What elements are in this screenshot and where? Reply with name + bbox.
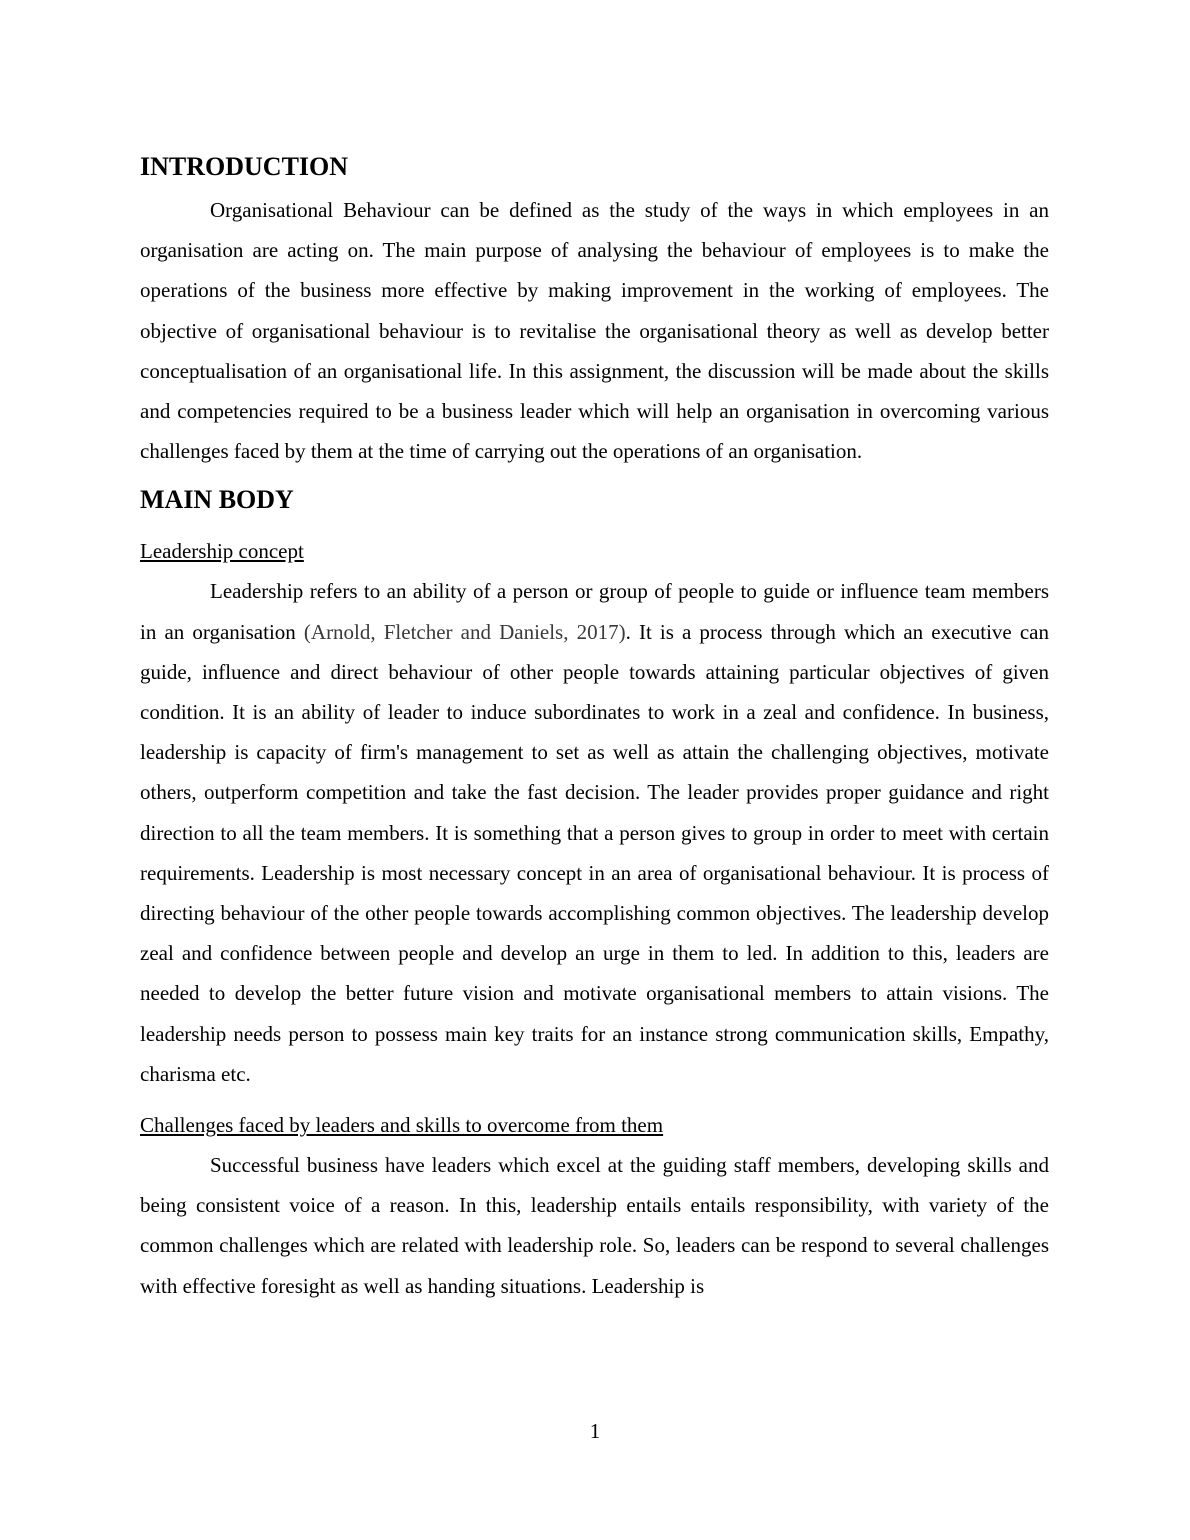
introduction-paragraph: Organisational Behaviour can be defined as the study of the ways in which employees in an organisation are acting on. The main purpose of analysing the behaviour of employees is to make the operations of the business more effective by making improvement in the working of employees. The objective of organisational behaviour is to revitalise the organisational theory as well as develop better conceptualisation of an organisational life. In this assignment, the discussion will be made about the skills and competencies required to be a business leader which will help an organisation in overcoming various challenges faced by them at the time of carrying out the operations of an organisation. bbox=[140, 198, 1049, 464]
challenges-paragraph: Successful business have leaders which excel at the guiding staff members, developing skills and being consistent voice of a reason. In this, leadership entails entails responsibility, with variety of the common challenges which are related with leadership role. So, leaders can be respond to several challenges with effective foresight as well as handing situations. Leadership is bbox=[140, 1153, 1049, 1298]
leadership-concept-paragraph bbox=[140, 571, 1049, 1094]
introduction-heading: INTRODUCTION bbox=[140, 152, 349, 181]
document-body bbox=[140, 148, 1049, 1306]
main-body-heading: MAIN BODY bbox=[140, 485, 294, 515]
page-number: 1 bbox=[589, 1419, 601, 1443]
citation-arnold-2017: (Arnold, Fletcher and Daniels, 2017) bbox=[303, 619, 626, 644]
leadership-text-after-citation: . It is a process through which an executive can guide, influence and direct behaviour of other people towards attaining particular objectives of given condition. It is an ability of leader to induce subordinates to work in a zeal and confidence. In business, leadership is capacity of firm's management to set as well as attain the challenging objectives, motivate others, outperform competition and take the fast decision. The leader provides proper guidance and right direction to all the team members. It is something that a person gives to group in order to meet with certain requirements. Leadership is most necessary concept in an area of organisational behaviour. It is process of directing behaviour of the other people towards accomplishing common objectives. The leadership develop zeal and confidence between people and develop an urge in them to led. In addition to this, leaders are needed to develop the better future vision and motivate organisational members to attain visions. The leadership needs person to possess main key traits for an instance strong communication skills, Empathy, charisma etc. bbox=[140, 619, 1049, 1086]
leadership-concept-subheading: Leadership concept bbox=[140, 539, 304, 564]
leadership-text-before-citation: Leadership refers to an ability of a person or group of people to guide or influence team members in an organisation bbox=[140, 579, 1049, 644]
challenges-subheading: Challenges faced by leaders and skills to overcome from them bbox=[140, 1113, 664, 1138]
